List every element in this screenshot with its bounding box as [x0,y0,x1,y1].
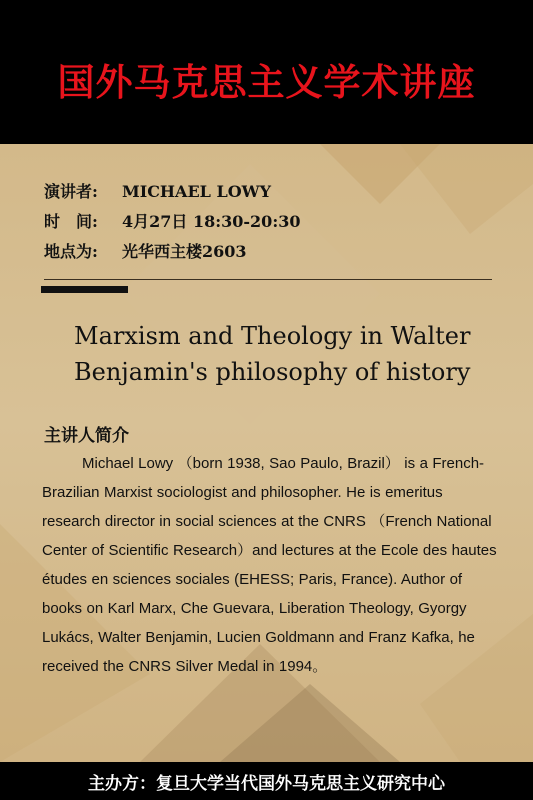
speaker-value: MICHAEL LOWY [122,182,272,201]
talk-title-line-2: Benjamin's philosophy of history [74,358,471,386]
divider-line [44,279,492,280]
location-row [44,239,247,262]
talk-title-line-1: Marxism and Theology in Walter [74,322,471,350]
bio-text: Michael Lowy （born 1938, Sao Paulo, Brazil） is a French-Brazilian Marxist sociologist and philosopher. He is emeritus research director in social sciences at the CNRS （French National Center of Scientific Research）and lectures at the Ecole des hautes études en sciences sociales (EHESS; Paris, France). Author of books on Karl Marx, Che Guevara, Liberation Theology, Gyorgy Lukács, Walter Benjamin, Lucien Goldmann and Franz Kafka, he received the CNRS Silver Medal in 1994。 [42,455,497,675]
location-label: 地点为: [44,242,98,261]
divider-bar [41,286,128,293]
speaker-row [44,179,271,202]
talk-title [74,318,514,390]
speaker-label: 演讲者: [44,182,98,201]
poster-title: 国外马克思主义学术讲座 [57,60,476,104]
time-value: 4月27日 18:30-20:30 [122,212,301,231]
time-row [44,209,301,232]
organizer-text: 主办方：复旦大学当代国外马克思主义研究中心 [88,774,445,794]
time-label: 时 间: [44,212,98,231]
bio-heading: 主讲人简介 [44,426,129,446]
location-value: 光华西主楼2603 [122,242,247,261]
